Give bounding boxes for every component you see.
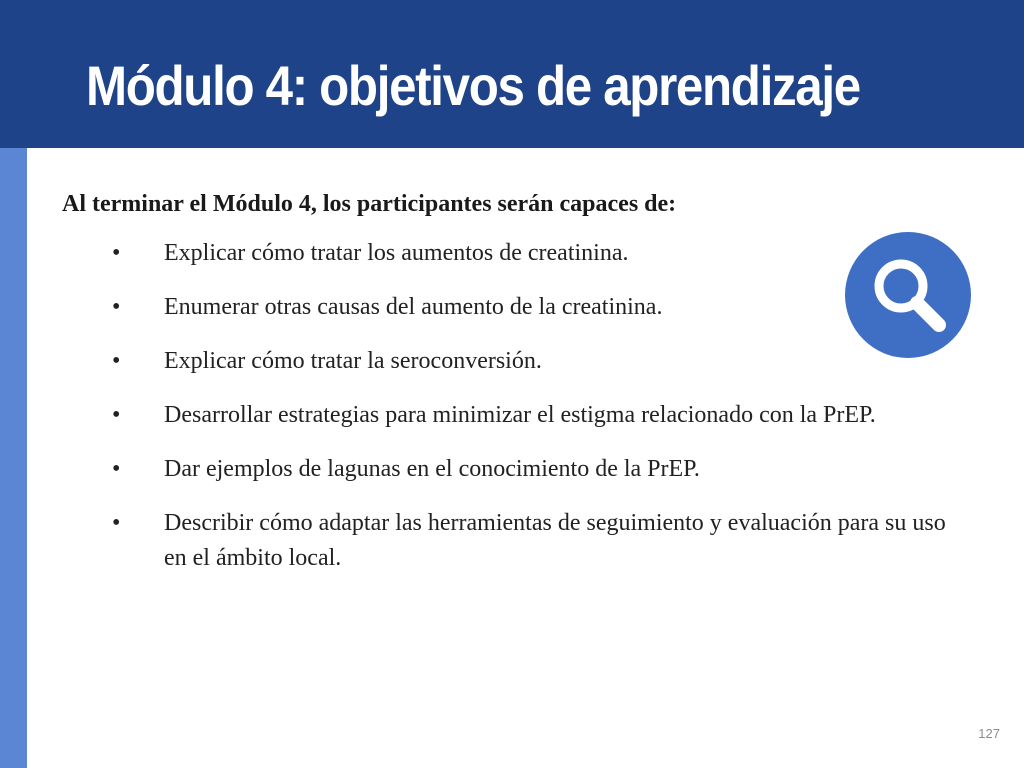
objective-text: Explicar cómo tratar la seroconversión. [164,348,542,374]
list-item [112,398,962,433]
bullet-marker: • [112,510,121,536]
objectives-list [112,236,962,595]
list-item [112,290,962,325]
list-item [112,452,962,487]
title-bar [0,0,1024,148]
page-number: 127 [978,726,1000,741]
objective-text: Explicar cómo tratar los aumentos de creatinina. [164,240,629,266]
intro-text: Al terminar el Módulo 4, los participantes serán capaces de: [62,191,677,217]
list-item [112,236,962,271]
bullet-marker: • [112,240,121,266]
bullet-marker: • [112,294,121,320]
objective-text: Enumerar otras causas del aumento de la creatinina. [164,294,663,320]
objective-text: Dar ejemplos de lagunas en el conocimiento de la PrEP. [164,456,700,482]
search-icon [845,232,971,358]
bullet-marker: • [112,402,121,428]
bullet-marker: • [112,348,121,374]
objective-text: Describir cómo adaptar las herramientas de seguimiento y evaluación para su uso en el ámbito local. [164,510,946,571]
magnifier-glyph [845,232,971,358]
accent-bar [0,148,27,768]
list-item [112,344,962,379]
bullet-marker: • [112,456,121,482]
list-item [112,506,962,576]
slide-title: Módulo 4: objetivos de aprendizaje [86,54,860,117]
objective-text: Desarrollar estrategias para minimizar el estigma relacionado con la PrEP. [164,402,876,428]
